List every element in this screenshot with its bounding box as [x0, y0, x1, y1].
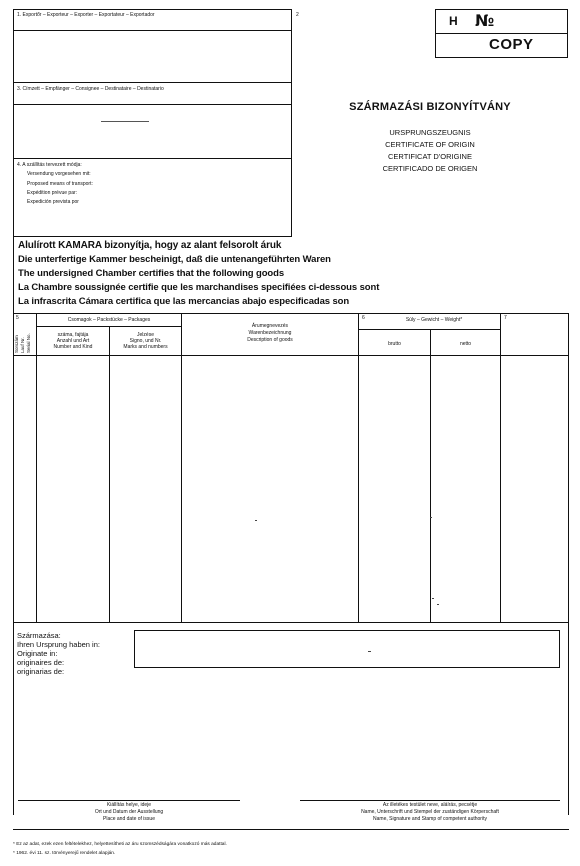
box4-label-5: Expedición prevista por [27, 199, 79, 205]
signature-right-de: Name, Unterschrift und Stempel der zuständigen Körperschaft [361, 809, 499, 815]
weight-number: 6 [362, 315, 365, 321]
country-code: H [449, 14, 458, 28]
number-symbol: № [475, 11, 495, 30]
signature-left-en: Place and date of issue [103, 816, 155, 822]
signature-left-hu: Kiállítás helye, ideje [106, 802, 152, 808]
signature-left-de: Ort und Datum der Ausstellung [94, 809, 164, 815]
packages-kind-hu: száma, fajtája [57, 332, 89, 338]
packages-marks-de: Signo, und Nr. [129, 338, 162, 344]
packages-header: Csomagok – Packstücke – Packages [67, 317, 151, 323]
signature-line-right [300, 800, 560, 801]
box4-bottom-border [13, 236, 292, 237]
signature-right-hu: Az illetékes testület neve, aláírás, pecsétje [382, 802, 478, 808]
origin-label-hu: Származása: [17, 631, 61, 640]
certificate-title-es: CERTIFICADO DE ORIGEN [382, 164, 478, 173]
scan-speck [255, 520, 257, 521]
statement-es: La infrascrita Cámara certifica que las mercancias abajo especificadas son [18, 296, 350, 307]
statement-hu: Alulírott KAMARA bizonyítja, hogy az alant felsorolt áruk [18, 240, 282, 251]
copy-label: COPY [489, 36, 534, 53]
weight-header: Súly – Gewicht – Weight* [405, 317, 463, 323]
col5-number: 5 [16, 315, 19, 321]
scan-speck [430, 517, 432, 518]
authority-signature-field[interactable] [320, 760, 550, 798]
col5-label-hu: Sorszám [14, 335, 19, 353]
box4-label-2: Versendung vorgesehen mit: [27, 171, 91, 177]
origin-label-fr: originaires de: [17, 658, 65, 667]
certificate-title-en: CERTIFICATE OF ORIGIN [385, 140, 475, 149]
certificate-number-field[interactable] [500, 11, 564, 31]
weight-subheader-line [358, 329, 501, 330]
footnote-1: * Ez az adat, ezek ezen feltételekhez, helyettesítheti az áru szomszédságára vonatkozó más adattal. [13, 842, 227, 847]
box4-label-4: Expédition prévue par: [27, 190, 78, 196]
number-box-top [435, 9, 568, 10]
origin-label-de: Ihren Ursprung haben in: [17, 640, 100, 649]
description-header-en: Description of goods [247, 337, 293, 343]
col7-number: 7 [504, 315, 507, 321]
place-date-field[interactable] [30, 760, 230, 798]
box3-top-border [13, 82, 292, 83]
scan-speck [437, 604, 439, 605]
number-box-mid [435, 33, 568, 34]
scan-speck [432, 598, 434, 599]
consignee-mark [101, 121, 149, 122]
packages-subheader-line [36, 326, 182, 327]
table-top-border [13, 313, 569, 314]
box3-label: 3. Címzett – Empfänger – Consignee – Destinataire – Destinatario [17, 86, 164, 92]
serial-column-cell[interactable] [14, 356, 36, 622]
description-header-de: Warenbezeichnung [248, 330, 292, 336]
certificate-title: SZÁRMAZÁSI BIZONYÍTVÁNY [349, 101, 511, 113]
box1-right-border [291, 9, 292, 237]
form-top-border [13, 9, 292, 10]
box4-label-3: Proposed means of transport: [27, 181, 93, 187]
form-right-border [568, 313, 569, 815]
packages-kind-cell[interactable] [37, 356, 109, 622]
statement-en: The undersigned Chamber certifies that the following goods [18, 268, 285, 279]
certificate-title-fr: CERTIFICAT D'ORIGINE [388, 152, 472, 161]
weight-gross-cell[interactable] [359, 356, 430, 622]
box4-label-1: 4. A szállítás tervezett módja: [17, 162, 82, 168]
exporter-field[interactable] [14, 31, 291, 81]
col5-label-de: Lauf Nr. [20, 337, 25, 353]
weight-net-cell[interactable] [431, 356, 500, 622]
col7-cell[interactable] [501, 356, 568, 622]
packages-marks-en: Marks and numbers [123, 344, 168, 350]
description-header-hu: Árumegnevezés [251, 323, 289, 329]
weight-net: netto [459, 341, 472, 347]
packages-kind-de: Anzahl und Art [56, 338, 90, 344]
signature-right-en: Name, Signature and Stamp of competent authority [373, 816, 487, 822]
origin-country-field[interactable] [134, 630, 560, 668]
box2-label: 2 [296, 12, 299, 18]
packages-kind-en: Number and Kind [53, 344, 93, 350]
table-bottom-border [13, 622, 569, 623]
packages-marks-hu: Jelzése [137, 332, 154, 338]
origin-label-es: originarias de: [17, 667, 65, 676]
number-box-bottom [435, 57, 568, 58]
footnote-2: * 1962. évi 11. sz. törvényerejű rendelet alapján. [13, 851, 116, 856]
statement-de: Die unterfertige Kammer bescheinigt, daß die untenangeführten Waren [18, 254, 331, 265]
statement-fr: La Chambre soussignée certifie que les marchandises specifiées ci-dessous sont [18, 282, 380, 293]
weight-gross: brutto [388, 341, 401, 347]
box1-label: 1. Exportőr – Exporteur – Exporter – Exportateur – Exportador [17, 12, 155, 18]
box4-top-border [13, 158, 292, 159]
description-cell[interactable] [182, 356, 358, 622]
consignee-field[interactable] [14, 105, 291, 157]
col5-label-en: Serial No. [26, 333, 31, 353]
packages-marks-cell[interactable] [110, 356, 181, 622]
certificate-title-de: URSPRUNGSZEUGNIS [389, 128, 471, 137]
origin-label-en: Originate in: [17, 649, 58, 658]
form-bottom-border [13, 829, 569, 830]
signature-line-left [18, 800, 240, 801]
transport-field[interactable] [130, 168, 288, 208]
